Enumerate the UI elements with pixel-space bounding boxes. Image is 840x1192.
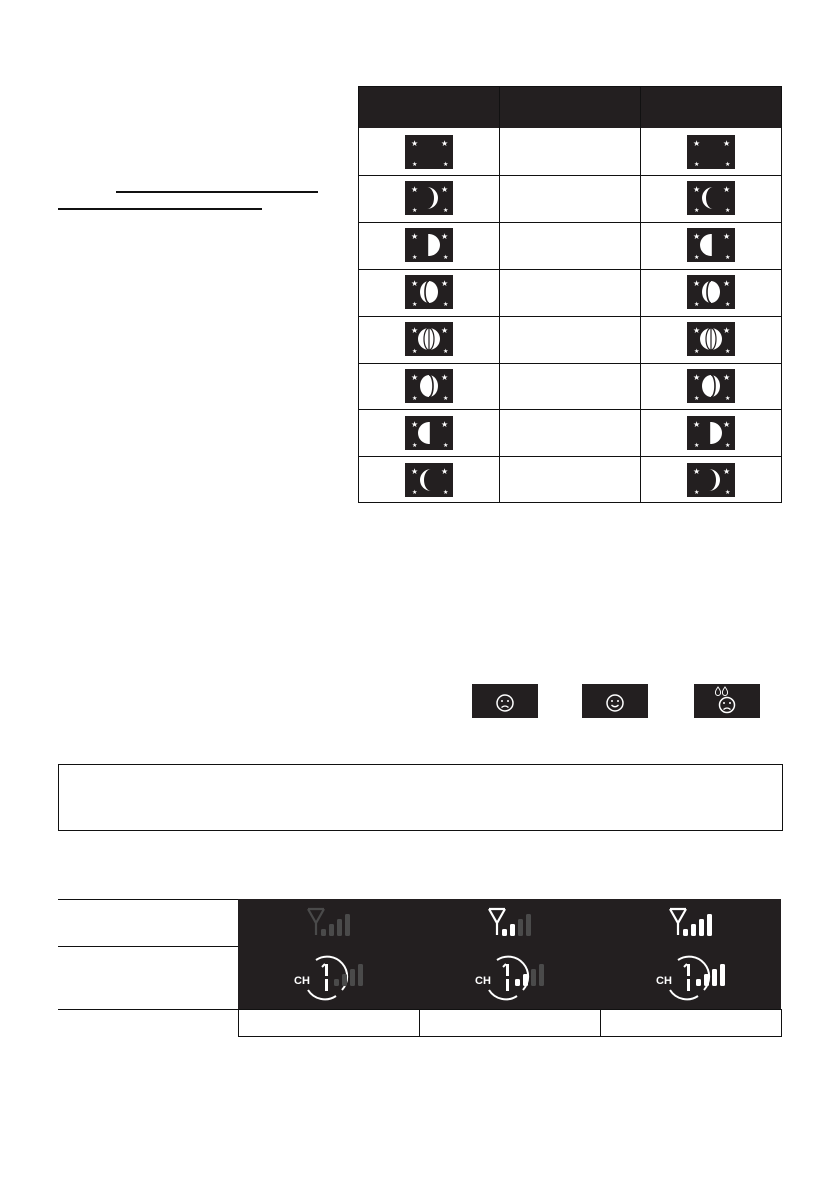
signal-caption: [600, 1009, 782, 1037]
svg-text:★: ★: [412, 441, 418, 449]
svg-text:CH: CH: [656, 975, 672, 987]
heading-underline-2: [58, 208, 262, 210]
signal-row-label-2: [58, 946, 238, 1010]
svg-text:★: ★: [441, 279, 449, 289]
svg-text:★: ★: [443, 488, 449, 496]
signal-caption: [419, 1009, 601, 1037]
waxing-crescent-icon: [405, 181, 453, 215]
waxing-gibbous-icon: [687, 275, 735, 309]
svg-text:★: ★: [723, 466, 731, 476]
svg-text:★: ★: [694, 441, 700, 449]
svg-text:★: ★: [412, 488, 418, 496]
svg-text:★: ★: [412, 254, 418, 262]
svg-text:★: ★: [443, 348, 449, 356]
signal-caption: [238, 1009, 420, 1037]
svg-text:★: ★: [694, 395, 700, 402]
svg-text:★: ★: [693, 373, 701, 382]
svg-text:★: ★: [411, 326, 419, 336]
svg-text:★: ★: [725, 488, 731, 496]
svg-text:CH: CH: [475, 975, 491, 987]
channel-signal-cell: [600, 946, 781, 1009]
svg-text:★: ★: [723, 326, 731, 336]
svg-text:CH: CH: [294, 975, 310, 987]
svg-text:★: ★: [723, 279, 731, 289]
svg-text:★: ★: [441, 185, 449, 195]
last-quarter-icon: [687, 228, 735, 262]
svg-text:★: ★: [725, 160, 731, 168]
reception-signal-cell: [419, 899, 600, 946]
waning-crescent-icon: [687, 181, 735, 215]
full-moon-icon: [687, 322, 735, 356]
waning-gibbous-icon: [687, 369, 735, 403]
full-moon-icon: [405, 322, 453, 356]
svg-text:★: ★: [694, 348, 700, 356]
reception-signal-cell: [600, 899, 781, 946]
svg-text:★: ★: [694, 160, 700, 168]
svg-text:★: ★: [441, 138, 449, 148]
svg-text:★: ★: [725, 348, 731, 356]
svg-text:★: ★: [443, 207, 449, 215]
svg-text:★: ★: [723, 185, 731, 195]
svg-text:★: ★: [441, 232, 449, 242]
svg-text:★: ★: [723, 373, 731, 382]
svg-text:★: ★: [443, 395, 449, 402]
svg-text:★: ★: [411, 138, 419, 148]
reception-signal-cell: [238, 899, 419, 946]
svg-text:★: ★: [441, 466, 449, 476]
svg-text:★: ★: [725, 207, 731, 215]
svg-text:★: ★: [411, 373, 419, 382]
svg-text:★: ★: [693, 185, 701, 195]
first-quarter-icon: [687, 416, 735, 450]
svg-text:★: ★: [411, 419, 419, 429]
svg-text:★: ★: [411, 185, 419, 195]
wet-face-icon: [694, 684, 760, 718]
new-moon-icon: [687, 135, 735, 169]
svg-text:★: ★: [412, 160, 418, 168]
svg-text:★: ★: [693, 326, 701, 336]
dry-face-icon: [472, 684, 538, 718]
svg-text:★: ★: [411, 466, 419, 476]
svg-text:★: ★: [412, 301, 418, 309]
svg-text:★: ★: [725, 254, 731, 262]
signal-row-label-1: [58, 899, 238, 947]
svg-text:★: ★: [441, 373, 449, 382]
svg-text:★: ★: [441, 419, 449, 429]
wet-indicator: [694, 684, 760, 718]
svg-text:★: ★: [412, 207, 418, 215]
channel-signal-cell: [419, 946, 600, 1009]
last-quarter-icon: [405, 416, 453, 450]
svg-text:★: ★: [725, 441, 731, 449]
svg-text:★: ★: [725, 301, 731, 309]
svg-text:★: ★: [694, 207, 700, 215]
first-quarter-icon: [405, 228, 453, 262]
svg-text:★: ★: [441, 326, 449, 336]
svg-text:★: ★: [411, 279, 419, 289]
waning-gibbous-icon: [405, 369, 453, 403]
waxing-crescent-icon: [687, 463, 735, 497]
svg-text:★: ★: [443, 441, 449, 449]
svg-text:★: ★: [443, 160, 449, 168]
note-box: [58, 764, 783, 831]
svg-text:★: ★: [412, 395, 418, 402]
svg-text:★: ★: [693, 279, 701, 289]
svg-text:★: ★: [694, 301, 700, 309]
waxing-gibbous-icon: [405, 275, 453, 309]
new-moon-icon: [405, 135, 453, 169]
moon-phase-table: [358, 86, 782, 503]
svg-text:★: ★: [693, 419, 701, 429]
moon-table-header: [359, 87, 781, 128]
moon-header-phase: [500, 87, 640, 128]
comfort-face-icon: [582, 684, 648, 718]
svg-text:★: ★: [443, 301, 449, 309]
svg-text:★: ★: [694, 488, 700, 496]
svg-text:★: ★: [723, 232, 731, 242]
waning-crescent-icon: [405, 463, 453, 497]
moon-header-southern: [641, 87, 781, 128]
svg-text:★: ★: [723, 419, 731, 429]
svg-text:★: ★: [723, 138, 731, 148]
svg-text:★: ★: [443, 254, 449, 262]
svg-text:★: ★: [725, 395, 731, 402]
svg-text:★: ★: [411, 232, 419, 242]
comfort-indicator: [582, 684, 648, 718]
svg-text:★: ★: [693, 138, 701, 148]
heading-underline-1: [116, 191, 318, 193]
svg-text:★: ★: [693, 232, 701, 242]
svg-text:★: ★: [693, 466, 701, 476]
moon-header-northern: [359, 87, 499, 128]
svg-text:★: ★: [694, 254, 700, 262]
svg-text:★: ★: [412, 348, 418, 356]
channel-signal-cell: [238, 946, 419, 1009]
dry-indicator: [472, 684, 538, 718]
